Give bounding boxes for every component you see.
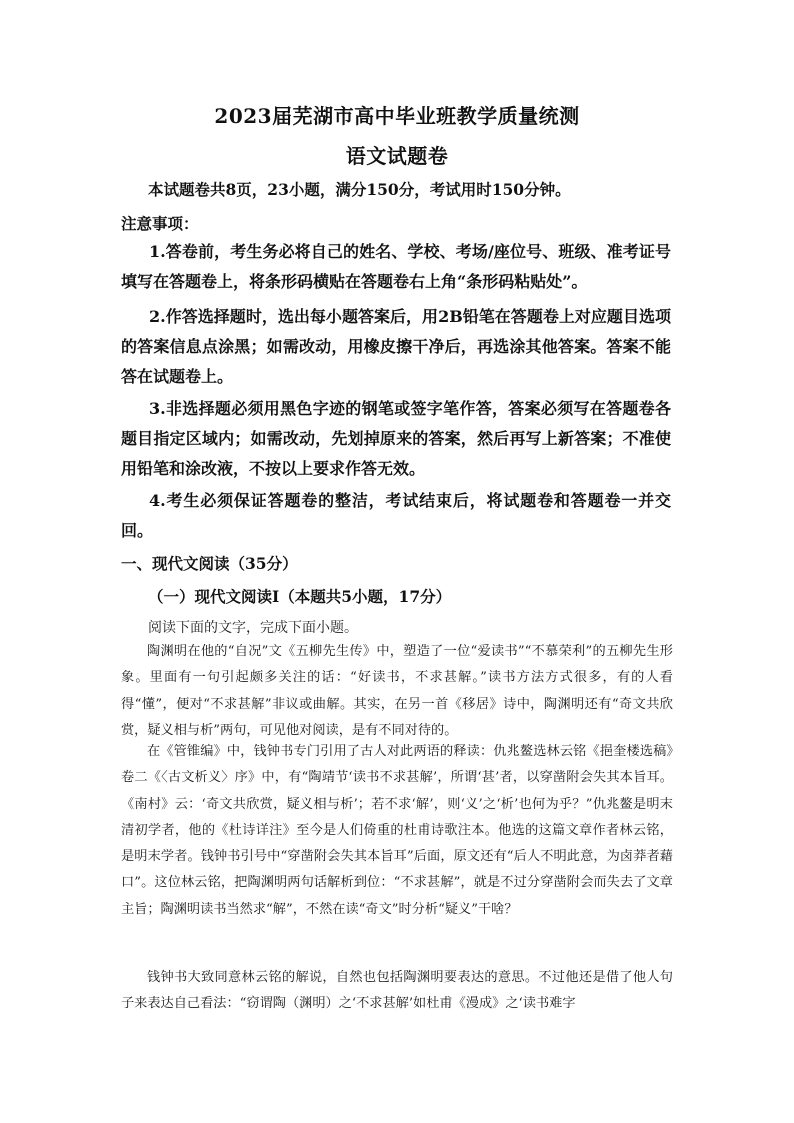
exam-info: 本试题卷共8页，23小题，满分150分，考试用时150分钟。 [148, 180, 571, 199]
notice-item-4: 4.考生必须保证答题卷的整洁，考试结束后，将试题卷和答题卷一并交回。 [121, 491, 671, 540]
reading-instruction: 阅读下面的文字，完成下面小题。 [148, 620, 358, 636]
section-heading: 一、现代文阅读（35分） [121, 554, 298, 573]
subsection-heading: （一）现代文阅读Ⅰ（本题共5小题，17分） [148, 587, 452, 606]
exam-title: 2023届芜湖市高中毕业班教学质量统测 [214, 104, 580, 128]
notice-item-3: 3.非选择题必须用黑色字迹的钢笔或签字笔作答，答案必须写在答题卷各题目指定区域内；如需改动，先划掉原来的答案，然后再写上新答案；不准使用铅笔和涂改液，不按以上要求作答无效。 [121, 399, 671, 478]
passage-paragraph-3: 钱钟书大致同意林云铭的解说，自然也包括陶渊明要表达的意思。不过他还是借了他人句子来表达自己看法：“窃谓陶（渊明）之‘不求甚解’如杜甫《漫成》之‘读书难字 [121, 970, 673, 1012]
notice-heading: 注意事项： [121, 214, 199, 233]
notice-item-2: 2.作答选择题时，选出每小题答案后，用2B铅笔在答题卷上对应题目选项的答案信息点涂黑；如需改动，用橡皮擦干净后，再选涂其他答案。答案不能答在试题卷上。 [121, 307, 671, 386]
exam-subtitle: 语文试题卷 [345, 144, 449, 168]
passage-paragraph-2: 在《管锥编》中，钱钟书专门引用了古人对此两语的释读：仇兆鳌选林云铭《挹奎楼选稿》卷二《〈古文析义〉序》中，有“陶靖节‘读书不求甚解’，所谓‘甚’者，以穿凿附会失其本旨耳。《南村》云：‘奇文共欣赏，疑义相与析’；若不求‘解’，则‘义’之‘析’也何为乎？”仇兆鳌是明末清初学者，他的《杜诗详注》至今是人们倚重的杜甫诗歌注本。他选的这篇文章作者林云铭，是明末学者。钱钟书引号中“穿凿附会失其本旨耳”后面，原文还有“后人不明此意，为卤莽者藉口”。这位林云铭，把陶渊明两句话解析到位：“不求甚解”，就是不过分穿凿附会而失去了文章主旨；陶渊明读书当然求“解”，不然在读“奇文”时分析“疑义”干啥？ [121, 744, 673, 917]
notice-item-1: 1.答卷前，考生务必将自己的姓名、学校、考场/座位号、班级、准考证号填写在答题卷上，将条形码横贴在答题卷右上角“条形码粘贴处”。 [121, 242, 671, 291]
passage-paragraph-1: 陶渊明在他的“自况”文《五柳先生传》中，塑造了一位“爱读书”“不慕荣利”的五柳先生形象。里面有一句引起颇多关注的话：“好读书，不求甚解。”读书方法方式很多，有的人看得“懂”，便对“不求甚解”非议或曲解。其实，在另一首《移居》诗中，陶渊明还有“奇文共欣赏，疑义相与析”两句，可见他对阅读，是有不同对待的。 [121, 644, 673, 738]
